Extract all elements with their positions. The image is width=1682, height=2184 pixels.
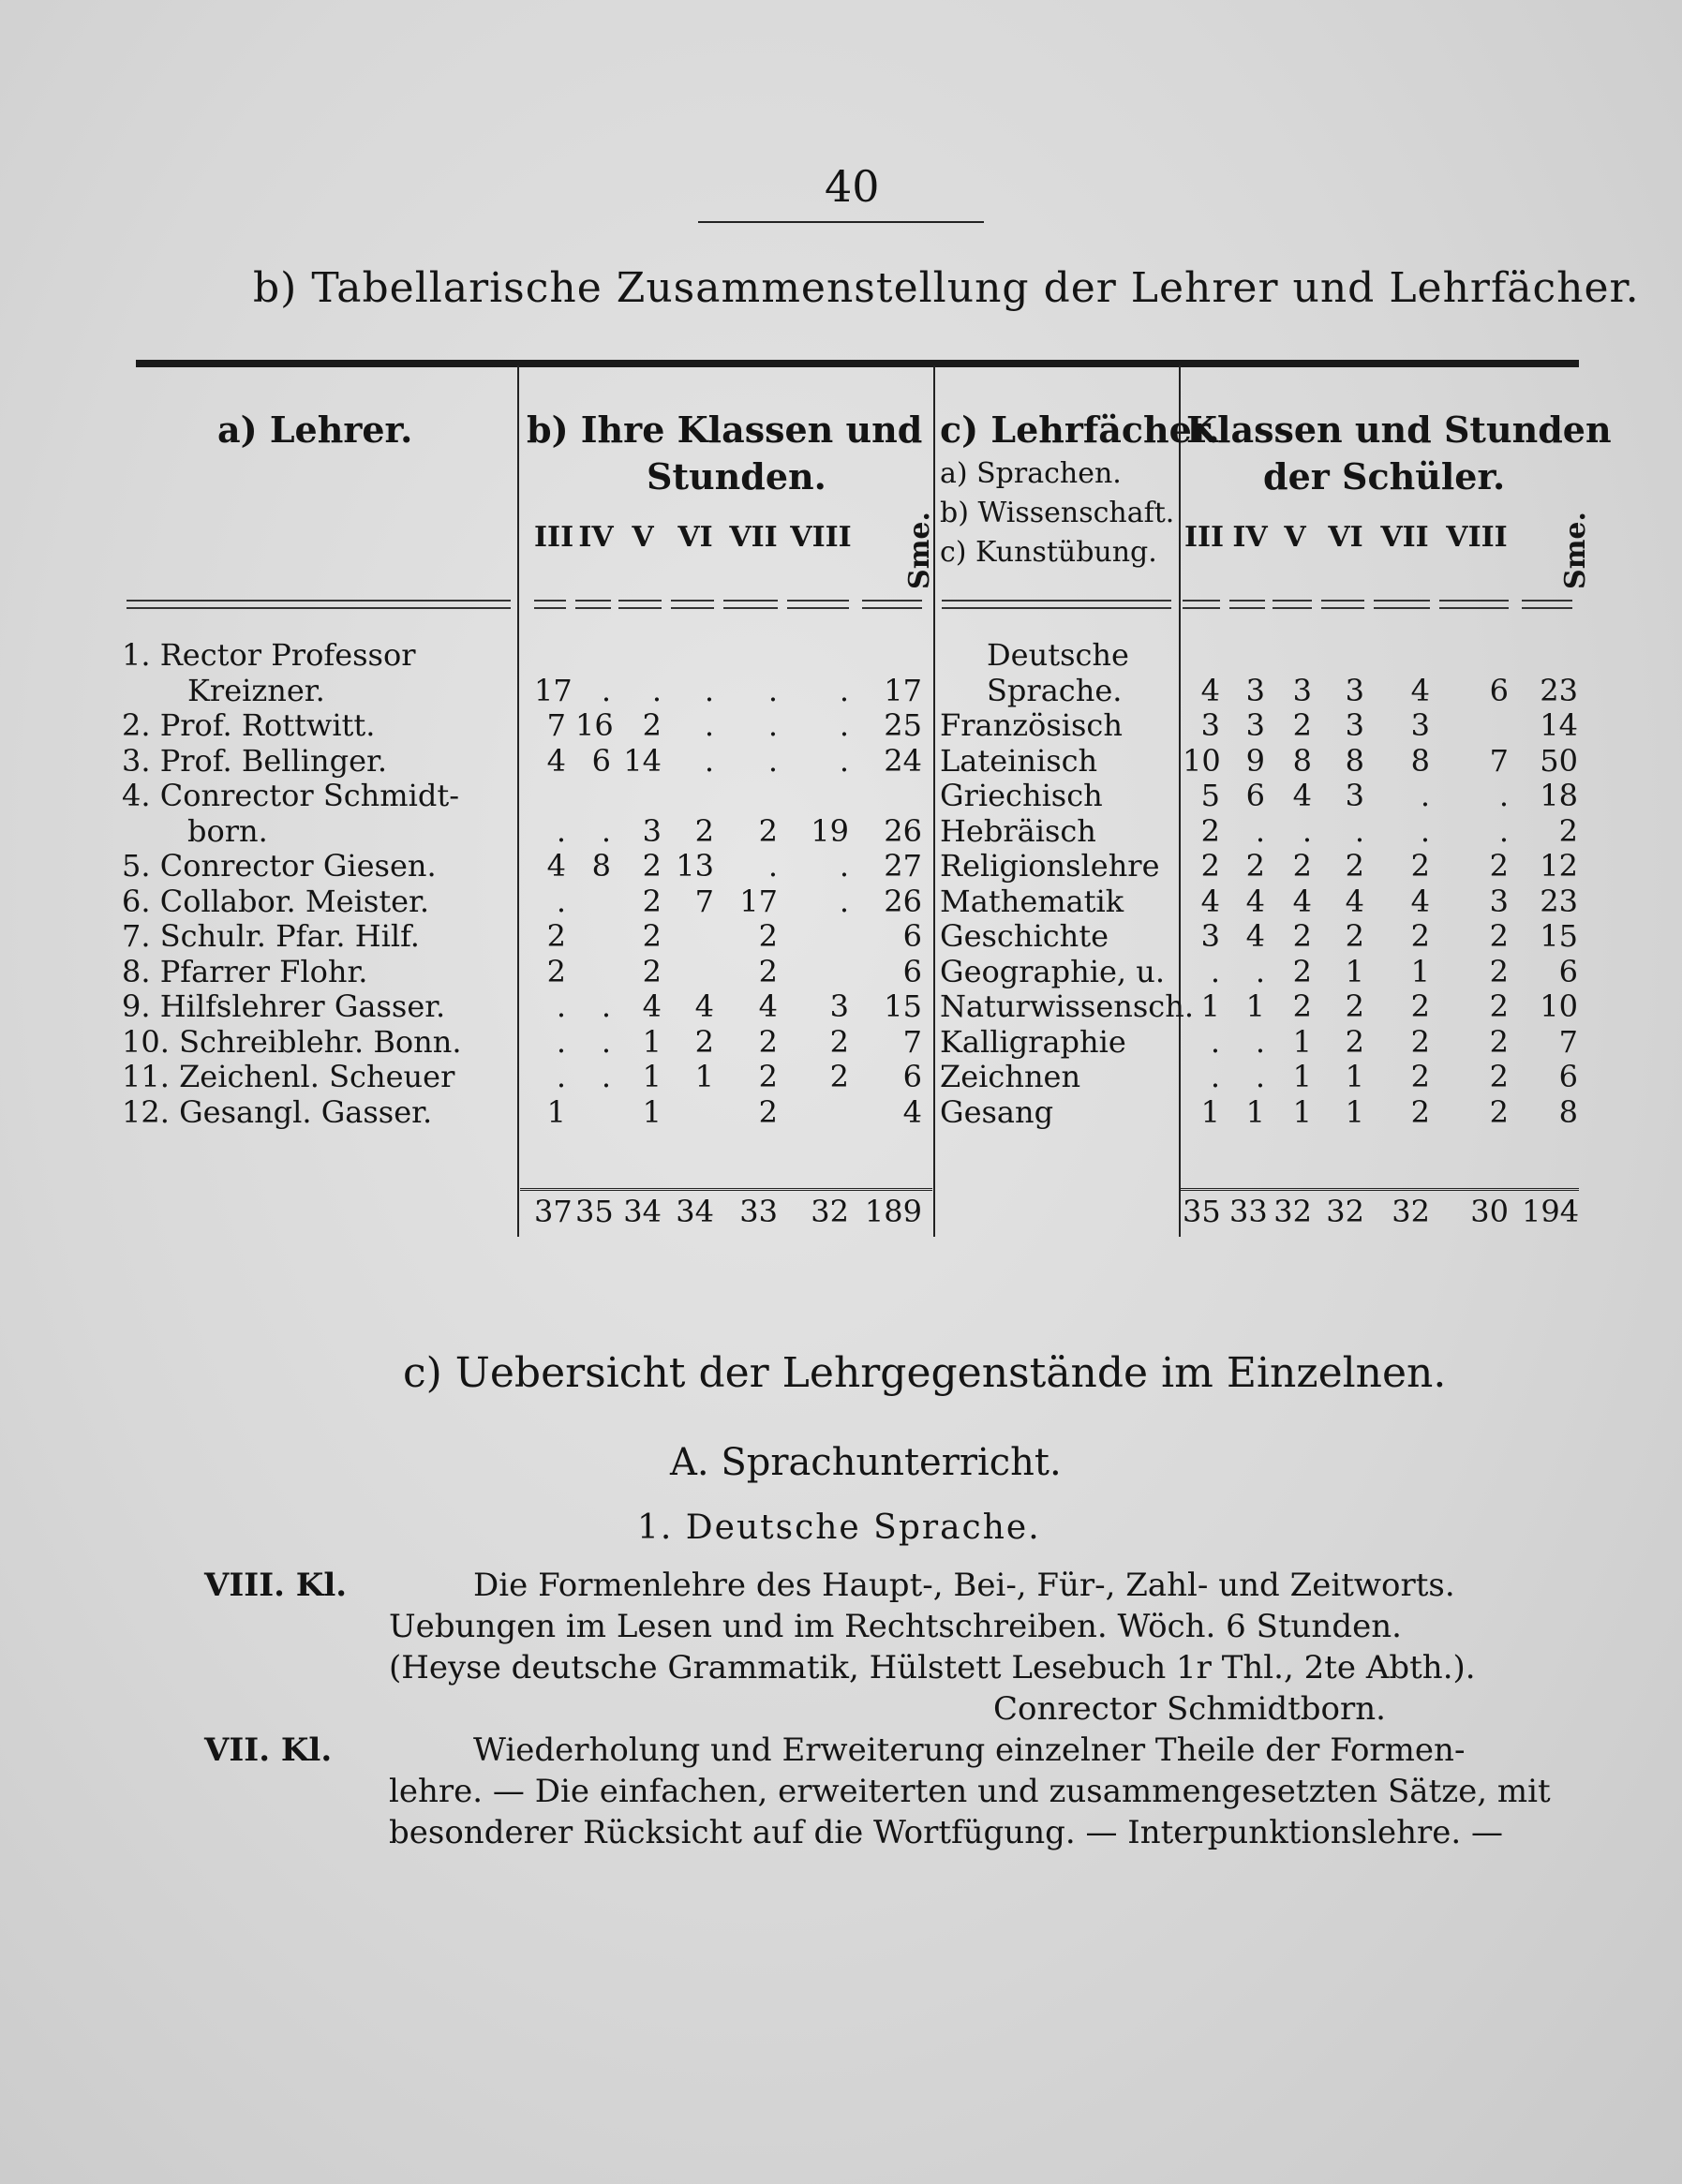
left-hours-cell: . [839,742,849,779]
right-sum-cell: 15 [1540,918,1578,954]
page-number: 40 [825,161,880,212]
table-row [0,1059,1682,1094]
left-total-cell: 35 [575,1194,614,1229]
header-rule-right-1 [1183,600,1220,609]
header-rule-left-4 [671,600,714,609]
header-left-sum: Sme. [902,512,936,589]
right-hours-cell: 8 [1410,742,1430,779]
left-hours-cell: 2 [829,1059,849,1094]
left-hours-cell: . [839,848,849,884]
right-hours-cell: 6 [1245,778,1265,813]
right-hours-cell: 2 [1410,1023,1430,1060]
subject-name: Sprache. [987,672,1123,708]
right-hours-cell: 10 [1183,742,1221,779]
left-sum-cell: 7 [902,1023,922,1060]
subject-name: Naturwissensch. [940,988,1194,1024]
right-hours-cell: 4 [1410,883,1430,919]
header-classes-line1: b) Ihre Klassen und [527,409,923,451]
right-hours-cell: 1 [1292,1059,1312,1094]
left-total-cell: 33 [739,1194,778,1229]
left-total-cell: 37 [534,1194,573,1229]
right-total-cell: 30 [1470,1194,1509,1229]
right-total-cell: 35 [1183,1194,1221,1229]
left-hours-cell: . [601,672,611,708]
right-sum-cell: 2 [1558,812,1578,849]
left-hours-cell: 6 [591,742,611,779]
right-total-cell: 32 [1326,1194,1364,1229]
header-right-col-4: VI [1328,521,1363,554]
right-hours-cell: . [1210,953,1220,989]
right-hours-cell: 2 [1292,707,1312,743]
left-hours-cell: 17 [739,883,778,919]
table-row [0,988,1682,1024]
right-hours-cell: 2 [1200,812,1220,849]
header-right-col-5: VII [1380,521,1429,554]
right-sum-cell: 8 [1558,1093,1578,1130]
header-subjects-c: c) Kunstübung. [940,536,1157,569]
left-hours-cell: . [601,1059,611,1094]
left-hours-cell: 8 [591,848,611,884]
subject-name: Gesang [940,1093,1054,1130]
viii-line-2: Uebungen im Lesen und im Rechtschreiben. Wöch. 6 Stunden. [389,1608,1402,1645]
teacher-name: 12. Gesangl. Gasser. [122,1093,433,1130]
right-hours-cell: 2 [1200,848,1220,884]
right-hours-cell: 1 [1292,1023,1312,1060]
subject-name: Deutsche [987,637,1129,673]
right-hours-cell: 6 [1489,672,1509,708]
left-sum-cell: 24 [884,742,922,779]
teacher-name: 9. Hilfslehrer Gasser. [122,988,446,1024]
right-hours-cell: 1 [1345,1059,1364,1094]
left-hours-cell: 2 [642,883,662,919]
right-hours-cell: 5 [1200,778,1220,813]
right-hours-cell: 8 [1345,742,1364,779]
right-hours-cell: 2 [1489,848,1509,884]
left-sum-cell: 15 [884,988,922,1024]
header-left-col-4: VI [677,521,713,554]
left-hours-cell: 13 [676,848,714,884]
header-right-col-3: V [1284,521,1306,554]
teacher-name: Kreizner. [187,672,325,708]
left-hours-cell: 14 [623,742,662,779]
right-hours-cell: 3 [1345,672,1364,708]
right-hours-cell: 3 [1489,883,1509,919]
left-hours-cell: 4 [694,988,714,1024]
right-sum-cell: 14 [1540,707,1578,743]
left-hours-cell: 16 [575,707,614,743]
viii-line-3: (Heyse deutsche Grammatik, Hülstett Lesebuch 1r Thl., 2te Abth.). [389,1649,1476,1686]
right-hours-cell: 2 [1345,988,1364,1024]
subject-name: Hebräisch [940,812,1096,849]
left-hours-cell: . [767,707,778,743]
class-viii-label: VIII. Kl. [204,1567,348,1604]
vii-line-2: lehre. — Die einfachen, erweiterten und zusammengesetzten Sätze, mit [389,1773,1551,1810]
left-hours-cell: . [601,1023,611,1060]
subject-name: Kalligraphie [940,1023,1126,1060]
left-total-cell: 34 [676,1194,714,1229]
right-hours-cell: 2 [1489,988,1509,1024]
header-rule-left-5 [723,600,778,609]
right-hours-cell: 1 [1292,1093,1312,1130]
left-sum-cell: 4 [902,1093,922,1130]
vii-line-1: Wiederholung und Erweiterung einzelner Theile der Formen- [473,1731,1466,1769]
right-sum-cell: 6 [1558,953,1578,989]
vii-line-3: besonderer Rücksicht auf die Wortfügung. — Interpunktionslehre. — [389,1814,1504,1851]
right-hours-cell: 2 [1489,953,1509,989]
left-sum-cell: 6 [902,1059,922,1094]
subject-name: Griechisch [940,778,1103,813]
left-hours-cell: 2 [758,812,778,849]
right-hours-cell: 3 [1200,918,1220,954]
right-total-cell: 33 [1229,1194,1268,1229]
left-hours-cell: . [839,672,849,708]
right-hours-cell: 2 [1410,988,1430,1024]
header-right-col-6: VIII [1446,521,1508,554]
right-hours-cell: . [1210,1059,1220,1094]
header-left-col-5: VII [729,521,778,554]
header-rule-left-7 [862,600,922,609]
teacher-name: 1. Rector Professor [122,637,416,673]
right-hours-cell: 2 [1410,848,1430,884]
teacher-name: 11. Zeichenl. Scheuer [122,1059,455,1094]
left-hours-cell: 17 [534,672,573,708]
right-hours-cell: 7 [1489,742,1509,779]
left-hours-cell: . [839,883,849,919]
right-hours-cell: 3 [1245,707,1265,743]
subject-name: Lateinisch [940,742,1098,779]
right-hours-cell: 2 [1489,1093,1509,1130]
left-hours-cell: . [704,742,714,779]
right-hours-cell: 3 [1345,778,1364,813]
teacher-name: 7. Schulr. Pfar. Hilf. [122,918,420,954]
right-hours-cell: . [1420,812,1430,849]
table-row [0,707,1682,743]
right-hours-cell: 1 [1200,1093,1220,1130]
right-sum-cell: 7 [1558,1023,1578,1060]
left-hours-cell: 2 [758,1023,778,1060]
subject-name: Zeichnen [940,1059,1081,1094]
right-hours-cell: 3 [1345,707,1364,743]
left-hours-cell: . [556,988,566,1024]
left-hours-cell: 1 [642,1023,662,1060]
header-rule-left-6 [787,600,849,609]
table-row [0,813,1682,849]
right-hours-cell: 1 [1200,988,1220,1024]
right-hours-cell: 8 [1292,742,1312,779]
header-rule-subjects [942,600,1171,609]
right-hours-cell: 3 [1200,707,1220,743]
table-top-rule [136,360,1579,367]
header-right-col-1: III [1183,521,1225,554]
right-hours-cell: 4 [1292,883,1312,919]
left-hours-cell: 1 [642,1093,662,1130]
teacher-name: 5. Conrector Giesen. [122,848,437,884]
right-hours-cell: 3 [1292,672,1312,708]
right-hours-cell: 2 [1410,1059,1430,1094]
teacher-name: 10. Schreiblehr. Bonn. [122,1023,462,1060]
left-hours-cell: 2 [642,953,662,989]
right-hours-cell: . [1255,953,1265,989]
left-hours-cell: 2 [546,918,566,954]
left-hours-cell: 7 [546,707,566,743]
teacher-name: 3. Prof. Bellinger. [122,742,387,779]
header-subjects: c) Lehrfächer. [940,409,1220,451]
right-total-cell: 32 [1273,1194,1312,1229]
left-hours-cell: 3 [829,988,849,1024]
left-hours-cell: 1 [694,1059,714,1094]
right-hours-cell: 4 [1200,883,1220,919]
right-hours-cell: 3 [1245,672,1265,708]
left-hours-cell: . [556,883,566,919]
header-rule-right-7 [1522,600,1572,609]
right-hours-cell: 3 [1410,707,1430,743]
left-hours-cell: . [767,742,778,779]
right-hours-cell: . [1302,812,1312,849]
header-left-col-3: V [632,521,654,554]
viii-line-1: Die Formenlehre des Haupt-, Bei-, Für-, Zahl- und Zeitworts. [473,1567,1455,1604]
left-hours-cell: . [556,1059,566,1094]
left-sum-cell: 6 [902,918,922,954]
left-hours-cell: 2 [758,1059,778,1094]
right-hours-cell: . [1255,1023,1265,1060]
subject-name: Geschichte [940,918,1109,954]
right-hours-cell: 1 [1345,953,1364,989]
left-hours-cell: . [556,812,566,849]
table-row [0,673,1682,708]
table-row [0,637,1682,673]
table-row [0,918,1682,954]
right-hours-cell: 2 [1489,918,1509,954]
right-hours-cell: . [1210,1023,1220,1060]
right-sum-cell: 18 [1540,778,1578,813]
left-hours-cell: . [556,1023,566,1060]
right-sum-cell: 6 [1558,1059,1578,1094]
right-hours-cell: 1 [1245,988,1265,1024]
header-left-col-6: VIII [790,521,852,554]
header-right-sum: Sme. [1558,512,1592,589]
left-hours-cell: 4 [642,988,662,1024]
left-hours-cell: . [767,672,778,708]
left-hours-cell: . [704,707,714,743]
header-rule-left-3 [618,600,662,609]
right-hours-cell: 4 [1245,883,1265,919]
right-hours-cell: 2 [1292,988,1312,1024]
table-row [0,848,1682,884]
viii-teacher: Conrector Schmidtborn. [993,1690,1386,1728]
table-row [0,1094,1682,1130]
header-subjects-a: a) Sprachen. [940,457,1122,490]
right-hours-cell: . [1255,812,1265,849]
left-hours-cell: 4 [546,742,566,779]
right-hours-cell: 4 [1345,883,1364,919]
teacher-name: born. [187,812,268,849]
teacher-name: 8. Pfarrer Flohr. [122,953,368,989]
left-hours-cell: 4 [758,988,778,1024]
left-sum-cell: 26 [884,812,922,849]
right-hours-cell: 2 [1410,918,1430,954]
right-sum-cell: 12 [1540,848,1578,884]
right-hours-cell: 4 [1410,672,1430,708]
totals-row [0,1194,1682,1229]
left-hours-cell: 2 [758,953,778,989]
left-total-cell: 32 [811,1194,849,1229]
sum-rule-right [1181,1188,1579,1191]
header-right-col-2: IV [1232,521,1268,554]
right-hours-cell: . [1255,1059,1265,1094]
right-hours-cell: 2 [1345,1023,1364,1060]
left-hours-cell: 1 [546,1093,566,1130]
header-subjects-b: b) Wissenschaft. [940,497,1175,529]
section-b-title: b) Tabellarische Zusammenstellung der Lehrer und Lehrfächer. [253,264,1640,312]
left-hours-cell: 2 [694,1023,714,1060]
right-hours-cell: . [1498,778,1509,813]
right-sum-cell: 23 [1540,672,1578,708]
header-rule-left-1 [534,600,566,609]
right-hours-cell: 2 [1292,918,1312,954]
subject-name: Religionslehre [940,848,1160,884]
left-hours-cell: 2 [642,848,662,884]
section-A-title: A. Sprachunterricht. [670,1441,1062,1484]
right-hours-cell: 4 [1292,778,1312,813]
right-hours-cell: 4 [1200,672,1220,708]
left-hours-cell: 2 [642,707,662,743]
left-hours-cell: . [839,707,849,743]
teacher-name: 6. Collabor. Meister. [122,883,429,919]
left-hours-cell: . [601,988,611,1024]
table-row [0,1024,1682,1060]
right-hours-cell: 1 [1410,953,1430,989]
section-c-title: c) Uebersicht der Lehrgegenstände im Einzelnen. [403,1349,1447,1397]
right-hours-cell: 4 [1245,918,1265,954]
class-vii-label: VII. Kl. [204,1731,333,1769]
left-hours-cell: 2 [642,918,662,954]
left-hours-cell: 2 [758,1093,778,1130]
left-sum-cell: 6 [902,953,922,989]
right-hours-cell: . [1498,812,1509,849]
table-row [0,743,1682,779]
left-total-cell: 34 [623,1194,662,1229]
table-row [0,778,1682,813]
subject-name: Mathematik [940,883,1124,919]
left-sum-cell: 17 [884,672,922,708]
left-hours-cell: . [704,672,714,708]
right-sum-cell: 23 [1540,883,1578,919]
left-hours-cell: 2 [758,918,778,954]
right-hours-cell: . [1420,778,1430,813]
left-hours-cell: 2 [829,1023,849,1060]
subject-name: Geographie, u. [940,953,1166,989]
header-rule-right-2 [1229,600,1265,609]
left-grand-total: 189 [864,1194,922,1229]
header-rule-teachers [127,600,511,609]
right-hours-cell: 2 [1292,848,1312,884]
left-hours-cell: 4 [546,848,566,884]
page-number-rule [698,221,984,223]
left-hours-cell: 1 [642,1059,662,1094]
header-classes-line2: Stunden. [647,455,826,498]
right-hours-cell: . [1354,812,1364,849]
header-left-col-1: III [534,521,574,554]
section-1-title: 1. Deutsche Sprache. [637,1508,1041,1547]
right-hours-cell: 1 [1245,1093,1265,1130]
header-rule-left-2 [575,600,611,609]
header-rule-right-6 [1439,600,1509,609]
teacher-name: 2. Prof. Rottwitt. [122,707,376,743]
right-hours-cell: 2 [1345,848,1364,884]
header-rule-right-3 [1273,600,1312,609]
left-hours-cell: . [767,848,778,884]
right-hours-cell: 2 [1292,953,1312,989]
header-pupils-line1: Klassen und Stunden [1186,409,1612,451]
table-row [0,954,1682,989]
right-hours-cell: 9 [1245,742,1265,779]
right-sum-cell: 10 [1540,988,1578,1024]
header-teachers: a) Lehrer. [217,409,413,451]
table-row [0,884,1682,919]
right-sum-cell: 50 [1540,742,1578,779]
left-hours-cell: 2 [546,953,566,989]
right-hours-cell: 2 [1410,1093,1430,1130]
left-sum-cell: 25 [884,707,922,743]
right-hours-cell: 2 [1245,848,1265,884]
teacher-name: 4. Conrector Schmidt- [122,778,459,813]
subject-name: Französisch [940,707,1123,743]
right-hours-cell: 1 [1345,1093,1364,1130]
right-total-cell: 32 [1392,1194,1430,1229]
header-rule-right-5 [1374,600,1430,609]
left-hours-cell: 19 [811,812,849,849]
right-grand-total: 194 [1522,1194,1580,1229]
right-hours-cell: 2 [1489,1023,1509,1060]
right-hours-cell: 2 [1489,1059,1509,1094]
left-sum-cell: 27 [884,848,922,884]
left-hours-cell: . [651,672,662,708]
right-hours-cell: 2 [1345,918,1364,954]
header-rule-right-4 [1321,600,1364,609]
left-hours-cell: . [601,812,611,849]
left-hours-cell: 7 [694,883,714,919]
header-left-col-2: IV [578,521,614,554]
sum-rule-left [520,1188,932,1191]
left-hours-cell: 2 [694,812,714,849]
left-sum-cell: 26 [884,883,922,919]
left-hours-cell: 3 [642,812,662,849]
header-pupils-line2: der Schüler. [1263,455,1506,498]
